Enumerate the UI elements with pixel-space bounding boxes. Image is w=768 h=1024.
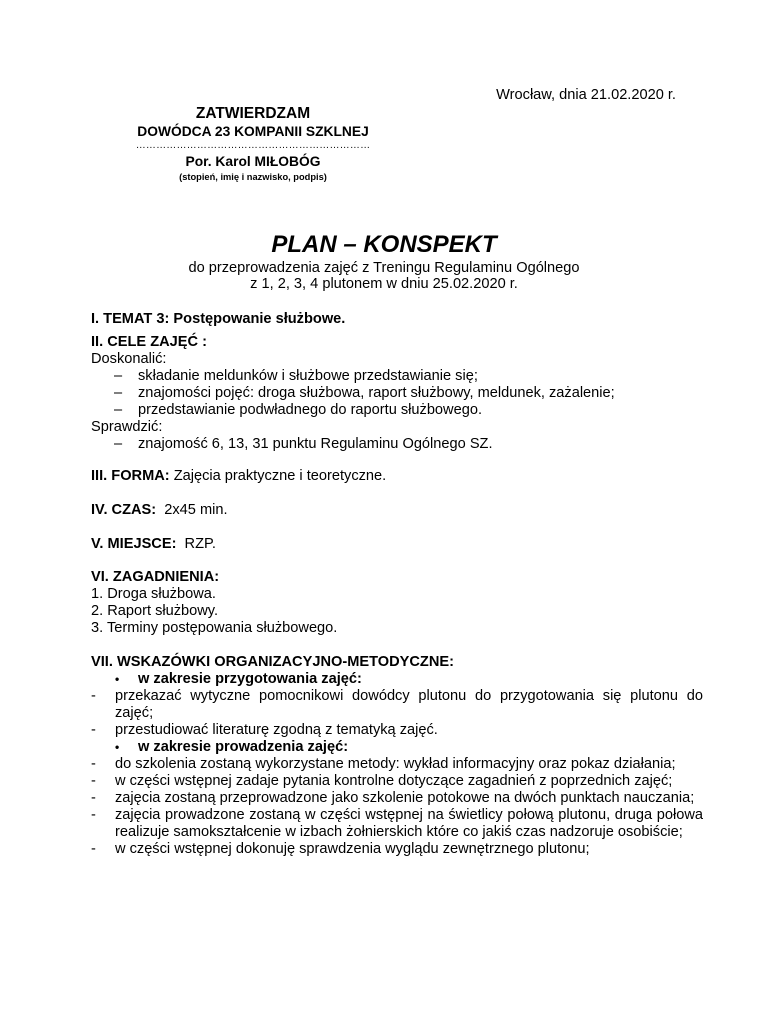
list-item: - w części wstępnej zadaje pytania kontrolne dotyczące zagadnień z poprzednich zajęć; <box>91 773 673 789</box>
approval-unit: DOWÓDCA 23 KOMPANII SZKLNEJ <box>137 124 369 139</box>
dash-marker: – <box>114 436 123 452</box>
approval-title: ZATWIERDZAM <box>195 105 311 122</box>
form-label: III. FORMA: <box>91 468 170 484</box>
signature-line: …………………………………………………………… <box>135 141 371 150</box>
issues-heading: VI. ZAGADNIENIA: <box>91 569 220 585</box>
bullet-marker: • <box>115 740 120 754</box>
time-value: 2x45 min. <box>156 502 228 518</box>
list-item: – przedstawianie podwładnego do raportu służbowego. <box>114 402 482 418</box>
form-line <box>91 468 681 485</box>
form-value: Zajęcia praktyczne i teoretyczne. <box>169 468 387 484</box>
list-item: - przekazać wytyczne pomocnikowi dowódcy plutonu do przygotowania się plutonu do zajęć; <box>91 688 703 721</box>
approval-note: (stopień, imię i nazwisko, podpis) <box>179 172 327 182</box>
dash-marker: – <box>114 385 123 401</box>
hyphen-marker: - <box>91 722 96 738</box>
hyphen-marker: - <box>91 790 96 806</box>
list-item: 3. Terminy postępowania służbowego. <box>91 620 338 636</box>
hyphen-marker: - <box>91 841 96 857</box>
approver-name: Por. Karol MIŁOBÓG <box>185 154 321 169</box>
goals-heading: II. CELE ZAJĘĆ : <box>91 334 207 350</box>
guidelines-heading: VII. WSKAZÓWKI ORGANIZACYJNO-METODYCZNE: <box>91 654 454 670</box>
guidelines-section <box>91 654 703 858</box>
document-title: PLAN – KONSPEKT <box>271 231 497 258</box>
time-line <box>91 502 681 519</box>
list-item: – składanie meldunków i służbowe przedstawianie się; <box>114 368 478 384</box>
approval-block <box>108 104 398 183</box>
list-item: 2. Raport służbowy. <box>91 603 219 619</box>
issues-section <box>91 569 681 637</box>
place-line <box>91 536 681 553</box>
hyphen-marker: - <box>91 688 96 704</box>
hyphen-marker: - <box>91 807 96 823</box>
list-item: - zajęcia prowadzone zostaną w części wstępnej na świetlicy połową plutonu, druga połowa realizuje samokształcenie w izbach żołnierskich które co jakiś czas nadzoruje osobiście; <box>91 807 703 840</box>
list-item: - przestudiować literaturę zgodną z tematyką zajęć. <box>91 722 438 738</box>
list-item: - w części wstępnej dokonuję sprawdzenia wyglądu zewnętrznego plutonu; <box>91 841 590 857</box>
list-item: – znajomość 6, 13, 31 punktu Regulaminu Ogólnego SZ. <box>114 436 493 452</box>
check-label: Sprawdzić: <box>91 419 163 435</box>
dash-marker: – <box>114 368 123 384</box>
topic-heading: I. TEMAT 3: Postępowanie służbowe. <box>91 311 346 327</box>
list-item: – znajomości pojęć: droga służbowa, raport służbowy, meldunek, zażalenie; <box>114 385 615 401</box>
place-date: Wrocław, dnia 21.02.2020 r. <box>496 87 676 103</box>
document-subtitle-2: z 1, 2, 3, 4 plutonem w dniu 25.02.2020 r. <box>250 276 518 292</box>
dash-marker: – <box>114 402 123 418</box>
time-label: IV. CZAS: <box>91 502 157 518</box>
hyphen-marker: - <box>91 773 96 789</box>
list-item: - do szkolenia zostaną wykorzystane metody: wykład informacyjny oraz pokaz działania; <box>91 756 676 772</box>
list-item: - zajęcia zostaną przeprowadzone jako szkolenie potokowe na dwóch punktach nauczania; <box>91 790 695 806</box>
document-subtitle-1: do przeprowadzenia zajęć z Treningu Regulaminu Ogólnego <box>188 260 580 276</box>
prep-subheading: • w zakresie przygotowania zajęć: <box>115 671 362 687</box>
place-value: RZP. <box>176 536 216 552</box>
place-label: V. MIEJSCE: <box>91 536 177 552</box>
hyphen-marker: - <box>91 756 96 772</box>
improve-label: Doskonalić: <box>91 351 167 367</box>
goals-section <box>91 334 681 453</box>
list-item: 1. Droga służbowa. <box>91 586 216 602</box>
conduct-subheading: • w zakresie prowadzenia zajęć: <box>115 739 349 755</box>
bullet-marker: • <box>115 672 120 686</box>
